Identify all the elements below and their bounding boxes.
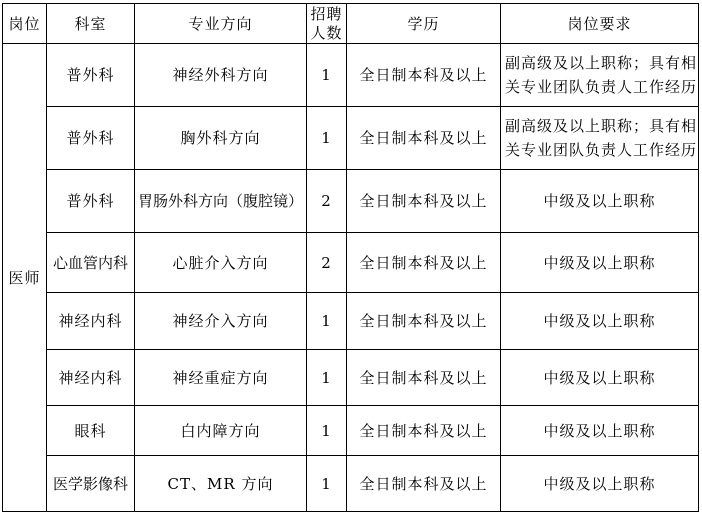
education-cell: 全日制本科及以上 bbox=[347, 293, 501, 350]
requirement-cell: 中级及以上职称 bbox=[501, 233, 699, 293]
count-cell: 2 bbox=[307, 233, 347, 293]
specialty-cell: CT、MR 方向 bbox=[135, 456, 307, 512]
header-requirement: 岗位要求 bbox=[501, 4, 699, 44]
department-cell: 眼科 bbox=[47, 406, 135, 456]
table-row bbox=[3, 456, 699, 512]
table-row bbox=[3, 406, 699, 456]
requirement-cell bbox=[501, 44, 699, 107]
department-cell: 医学影像科 bbox=[47, 456, 135, 512]
header-count-line1: 招聘 bbox=[310, 4, 343, 23]
recruitment-table bbox=[2, 3, 699, 512]
education-cell: 全日制本科及以上 bbox=[347, 456, 501, 512]
specialty-cell: 神经介入方向 bbox=[135, 293, 307, 350]
header-count-line2: 人数 bbox=[310, 23, 343, 42]
education-cell: 全日制本科及以上 bbox=[347, 406, 501, 456]
requirement-line2: 关专业团队负责人工作经历 bbox=[505, 78, 698, 96]
position-cell: 医师 bbox=[3, 44, 47, 512]
requirement-cell bbox=[501, 107, 699, 170]
count-cell: 1 bbox=[307, 350, 347, 406]
header-education: 学历 bbox=[347, 4, 501, 44]
header-position: 岗位 bbox=[3, 4, 47, 44]
requirement-cell: 中级及以上职称 bbox=[501, 350, 699, 406]
specialty-cell: 胃肠外科方向（腹腔镜） bbox=[135, 170, 307, 233]
header-row bbox=[3, 4, 699, 44]
table-row bbox=[3, 350, 699, 406]
department-cell: 普外科 bbox=[47, 107, 135, 170]
header-count bbox=[307, 4, 347, 44]
department-cell: 普外科 bbox=[47, 170, 135, 233]
count-cell: 1 bbox=[307, 107, 347, 170]
count-cell: 1 bbox=[307, 456, 347, 512]
education-cell: 全日制本科及以上 bbox=[347, 170, 501, 233]
count-cell: 1 bbox=[307, 293, 347, 350]
department-cell: 普外科 bbox=[47, 44, 135, 107]
count-cell: 2 bbox=[307, 170, 347, 233]
department-cell: 神经内科 bbox=[47, 293, 135, 350]
requirement-line2: 关专业团队负责人工作经历 bbox=[505, 141, 698, 159]
education-cell: 全日制本科及以上 bbox=[347, 44, 501, 107]
requirement-cell: 中级及以上职称 bbox=[501, 293, 699, 350]
header-specialty: 专业方向 bbox=[135, 4, 307, 44]
education-cell: 全日制本科及以上 bbox=[347, 107, 501, 170]
table-row bbox=[3, 44, 699, 107]
header-department: 科室 bbox=[47, 4, 135, 44]
specialty-cell: 白内障方向 bbox=[135, 406, 307, 456]
department-cell: 心血管内科 bbox=[47, 233, 135, 293]
requirement-line1: 副高级及以上职称；具有相 bbox=[505, 54, 698, 72]
specialty-cell: 心脏介入方向 bbox=[135, 233, 307, 293]
specialty-cell: 神经外科方向 bbox=[135, 44, 307, 107]
specialty-cell: 胸外科方向 bbox=[135, 107, 307, 170]
requirement-line1: 副高级及以上职称；具有相 bbox=[505, 117, 698, 135]
table-row bbox=[3, 107, 699, 170]
table-row bbox=[3, 233, 699, 293]
requirement-cell: 中级及以上职称 bbox=[501, 456, 699, 512]
education-cell: 全日制本科及以上 bbox=[347, 350, 501, 406]
education-cell: 全日制本科及以上 bbox=[347, 233, 501, 293]
specialty-cell: 神经重症方向 bbox=[135, 350, 307, 406]
table-row bbox=[3, 293, 699, 350]
requirement-cell: 中级及以上职称 bbox=[501, 170, 699, 233]
requirement-cell: 中级及以上职称 bbox=[501, 406, 699, 456]
count-cell: 1 bbox=[307, 44, 347, 107]
department-cell: 神经内科 bbox=[47, 350, 135, 406]
table-row bbox=[3, 170, 699, 233]
count-cell: 1 bbox=[307, 406, 347, 456]
